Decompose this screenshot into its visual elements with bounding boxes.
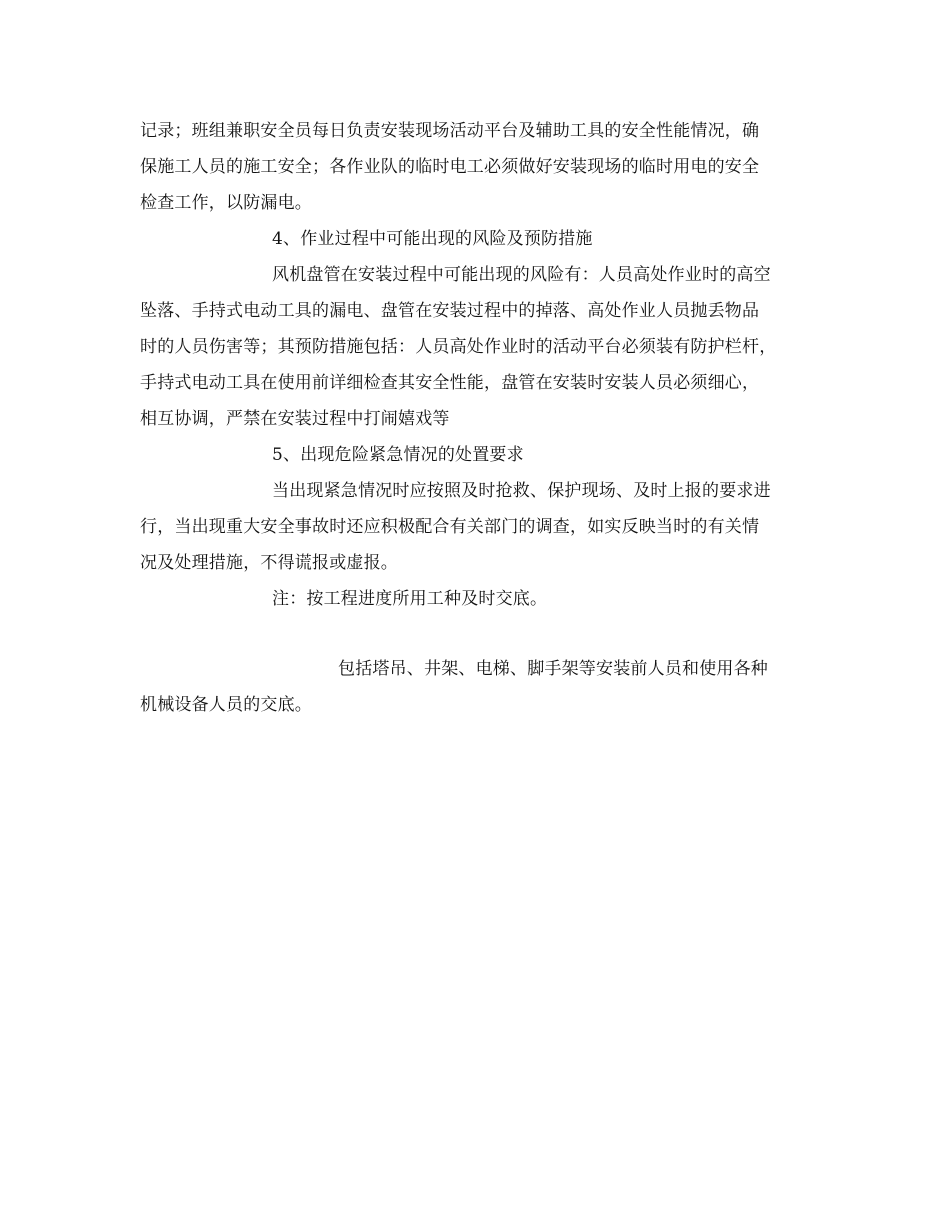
section-heading-5: 5、出现危险紧急情况的处置要求 [272,445,524,465]
paragraph-line: 况及处理措施，不得谎报或虚报。 [140,553,398,573]
paragraph-line: 手持式电动工具在使用前详细检查其安全性能，盘管在安装时安装人员必须细心， [140,373,760,393]
paragraph-line: 风机盘管在安装过程中可能出现的风险有：人员高处作业时的高空 [272,265,771,285]
section-heading-4: 4、作业过程中可能出现的风险及预防措施 [272,229,593,249]
note-line: 注：按工程进度所用工种及时交底。 [272,589,548,609]
paragraph-line: 检查工作，以防漏电。 [140,193,312,213]
paragraph-line: 包括塔吊、井架、电梯、脚手架等安装前人员和使用各种 [338,659,768,679]
paragraph-line: 坠落、手持式电动工具的漏电、盘管在安装过程中的掉落、高处作业人员抛丢物品 [140,301,760,321]
paragraph-line: 相互协调，严禁在安装过程中打闹嬉戏等 [140,409,450,429]
paragraph-line: 时的人员伤害等；其预防措施包括：人员高处作业时的活动平台必须装有防护栏杆， [140,337,777,357]
paragraph-line: 保施工人员的施工安全；各作业队的临时电工必须做好安装现场的临时用电的安全 [140,157,760,177]
paragraph-line: 机械设备人员的交底。 [140,695,312,715]
paragraph-line: 当出现紧急情况时应按照及时抢救、保护现场、及时上报的要求进 [272,481,771,501]
paragraph-line: 行，当出现重大安全事故时还应积极配合有关部门的调查，如实反映当时的有关情 [140,517,760,537]
paragraph-line: 记录；班组兼职安全员每日负责安装现场活动平台及辅助工具的安全性能情况，确 [140,121,760,141]
